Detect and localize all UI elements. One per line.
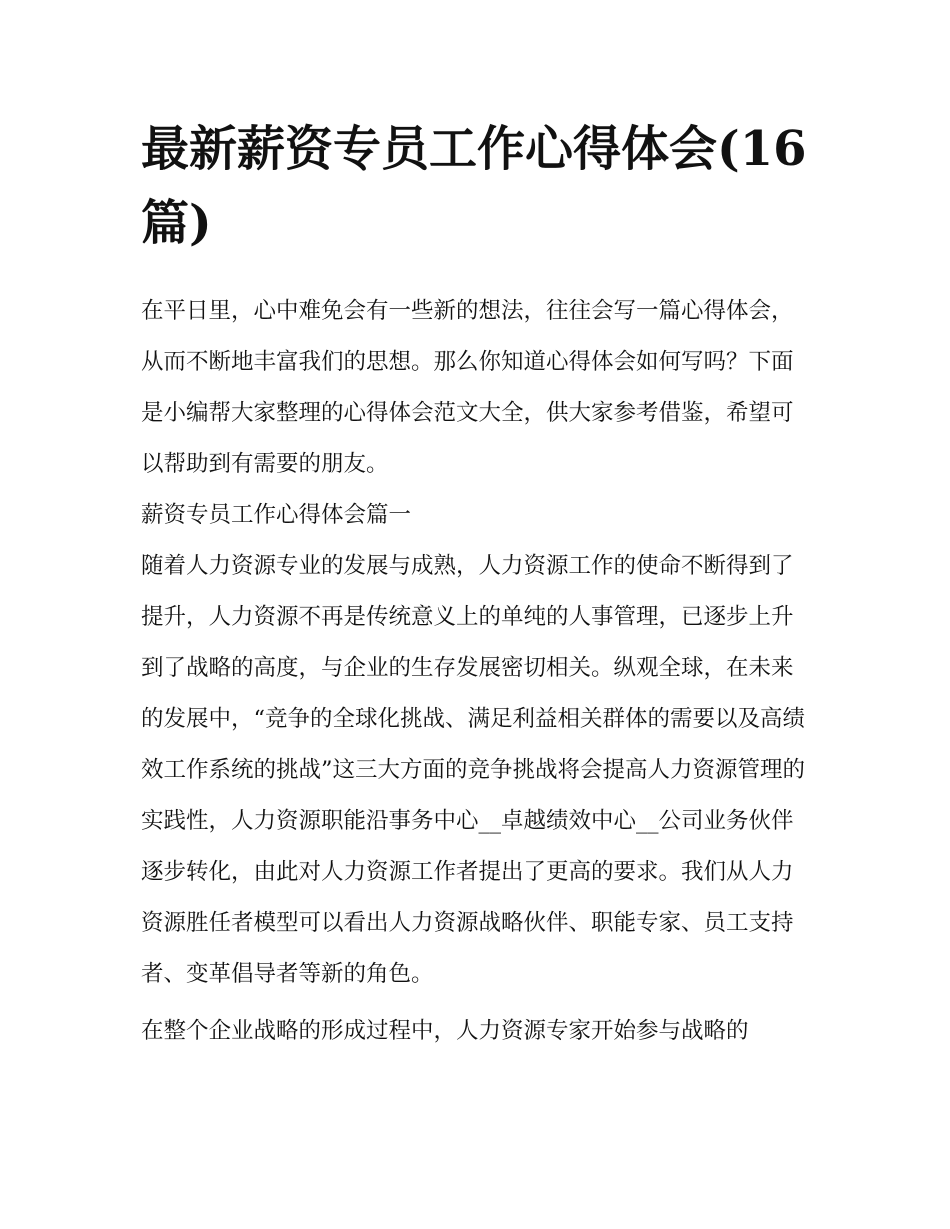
- intro-paragraph: 在平日里，心中难免会有一些新的想法，往往会写一篇心得体会，从而不断地丰富我们的思想。那么你知道心得体会如何写吗？下面是小编帮大家整理的心得体会范文大全，供大家参考借鉴，希望可以帮助到有需要的朋友。: [141, 298, 794, 477]
- body-paragraph: 在整个企业战略的形成过程中，人力资源专家开始参与战略的: [141, 1018, 749, 1044]
- document-title: 最新薪资专员工作心得体会(16篇): [141, 121, 807, 251]
- document-body: [141, 112, 813, 1057]
- body-paragraph: 随着人力资源专业的发展与成熟，人力资源工作的使命不断得到了提升，人力资源不再是传统意义上的单纯的人事管理，已逐步上升到了战略的高度，与企业的生存发展密切相关。纵观全球，在未来的发展中，“竞争的全球化挑战、满足利益相关群体的需要以及高绩效工作系统的挑战”这三大方面的竞争挑战将会提高人力资源管理的实践性，人力资源职能沿事务中心__卓越绩效中心__公司业务伙伴逐步转化，由此对人力资源工作者提出了更高的要求。我们从人力资源胜任者模型可以看出人力资源战略伙伴、职能专家、员工支持者、变革倡导者等新的角色。: [141, 553, 806, 987]
- section-heading: 薪资专员工作心得体会篇一: [141, 502, 412, 528]
